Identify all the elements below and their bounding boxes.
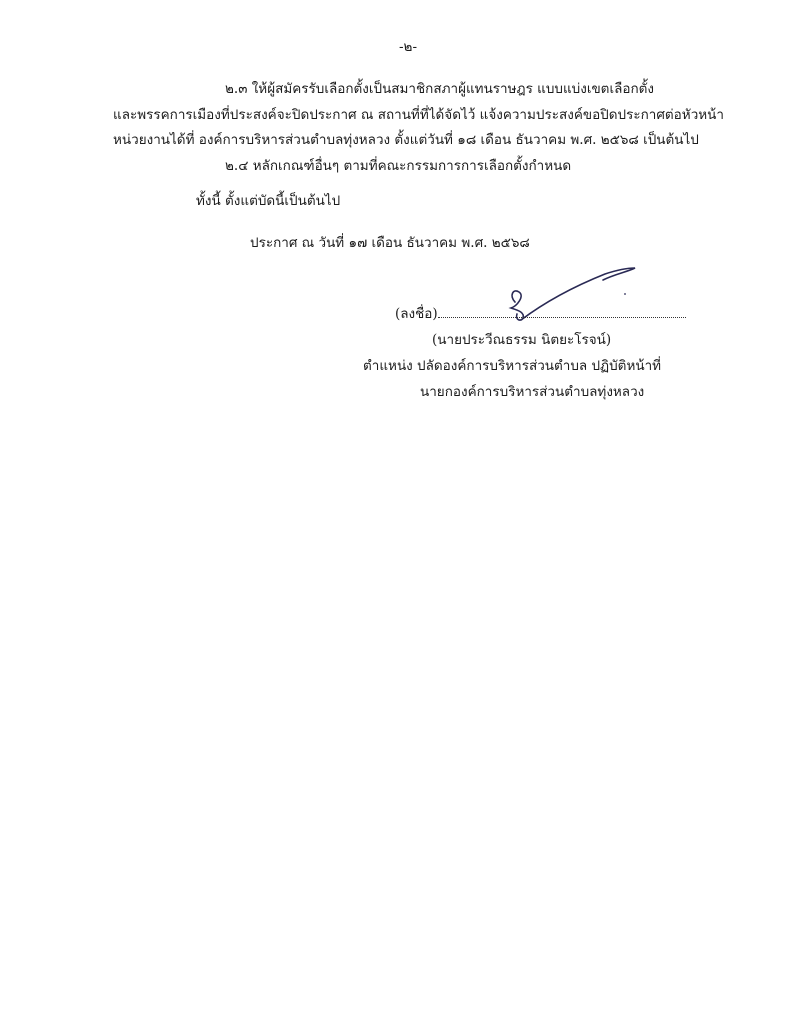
clause-2-4: ๒.๔ หลักเกณฑ์อื่นๆ ตามที่คณะกรรมการการเลือกตั้งกำหนด	[225, 158, 572, 174]
signature-line	[395, 305, 686, 323]
clause-2-3-line-3: หน่วยงานได้ที่ องค์การบริหารส่วนตำบลทุ่งหลวง ตั้งแต่วันที่ ๑๘ เดือน ธันวาคม พ.ศ. ๒๕๖๘ เป็นต้นไป	[113, 132, 699, 148]
signer-position-line-1: ตำแหน่ง ปลัดองค์การบริหารส่วนตำบล ปฏิบัติหน้าที่	[363, 358, 662, 374]
clause-2-3-line-2: และพรรคการเมืองที่ประสงค์จะปิดประกาศ ณ สถานที่ที่ได้จัดไว้ แจ้งความประสงค์ขอปิดประกาศต่อหัวหน้า	[113, 107, 724, 123]
effective-statement: ทั้งนี้ ตั้งแต่บัดนี้เป็นต้นไป	[196, 193, 341, 209]
signer-position-line-2: นายกองค์การบริหารส่วนตำบลทุ่งหลวง	[420, 384, 645, 400]
sign-label: (ลงชื่อ)	[395, 306, 438, 322]
signer-name: (นายประวีณธรรม นิตยะโรจน์)	[432, 332, 612, 348]
signature-dotted-line	[438, 305, 686, 318]
page-number: -๒-	[398, 39, 418, 55]
announcement-date: ประกาศ ณ วันที่ ๑๗ เดือน ธันวาคม พ.ศ. ๒๕๖๘	[250, 235, 530, 251]
clause-2-3-line-1: ๒.๓ ให้ผู้สมัครรับเลือกตั้งเป็นสมาชิกสภาผู้แทนราษฎร แบบแบ่งเขตเลือกตั้ง	[225, 81, 654, 97]
